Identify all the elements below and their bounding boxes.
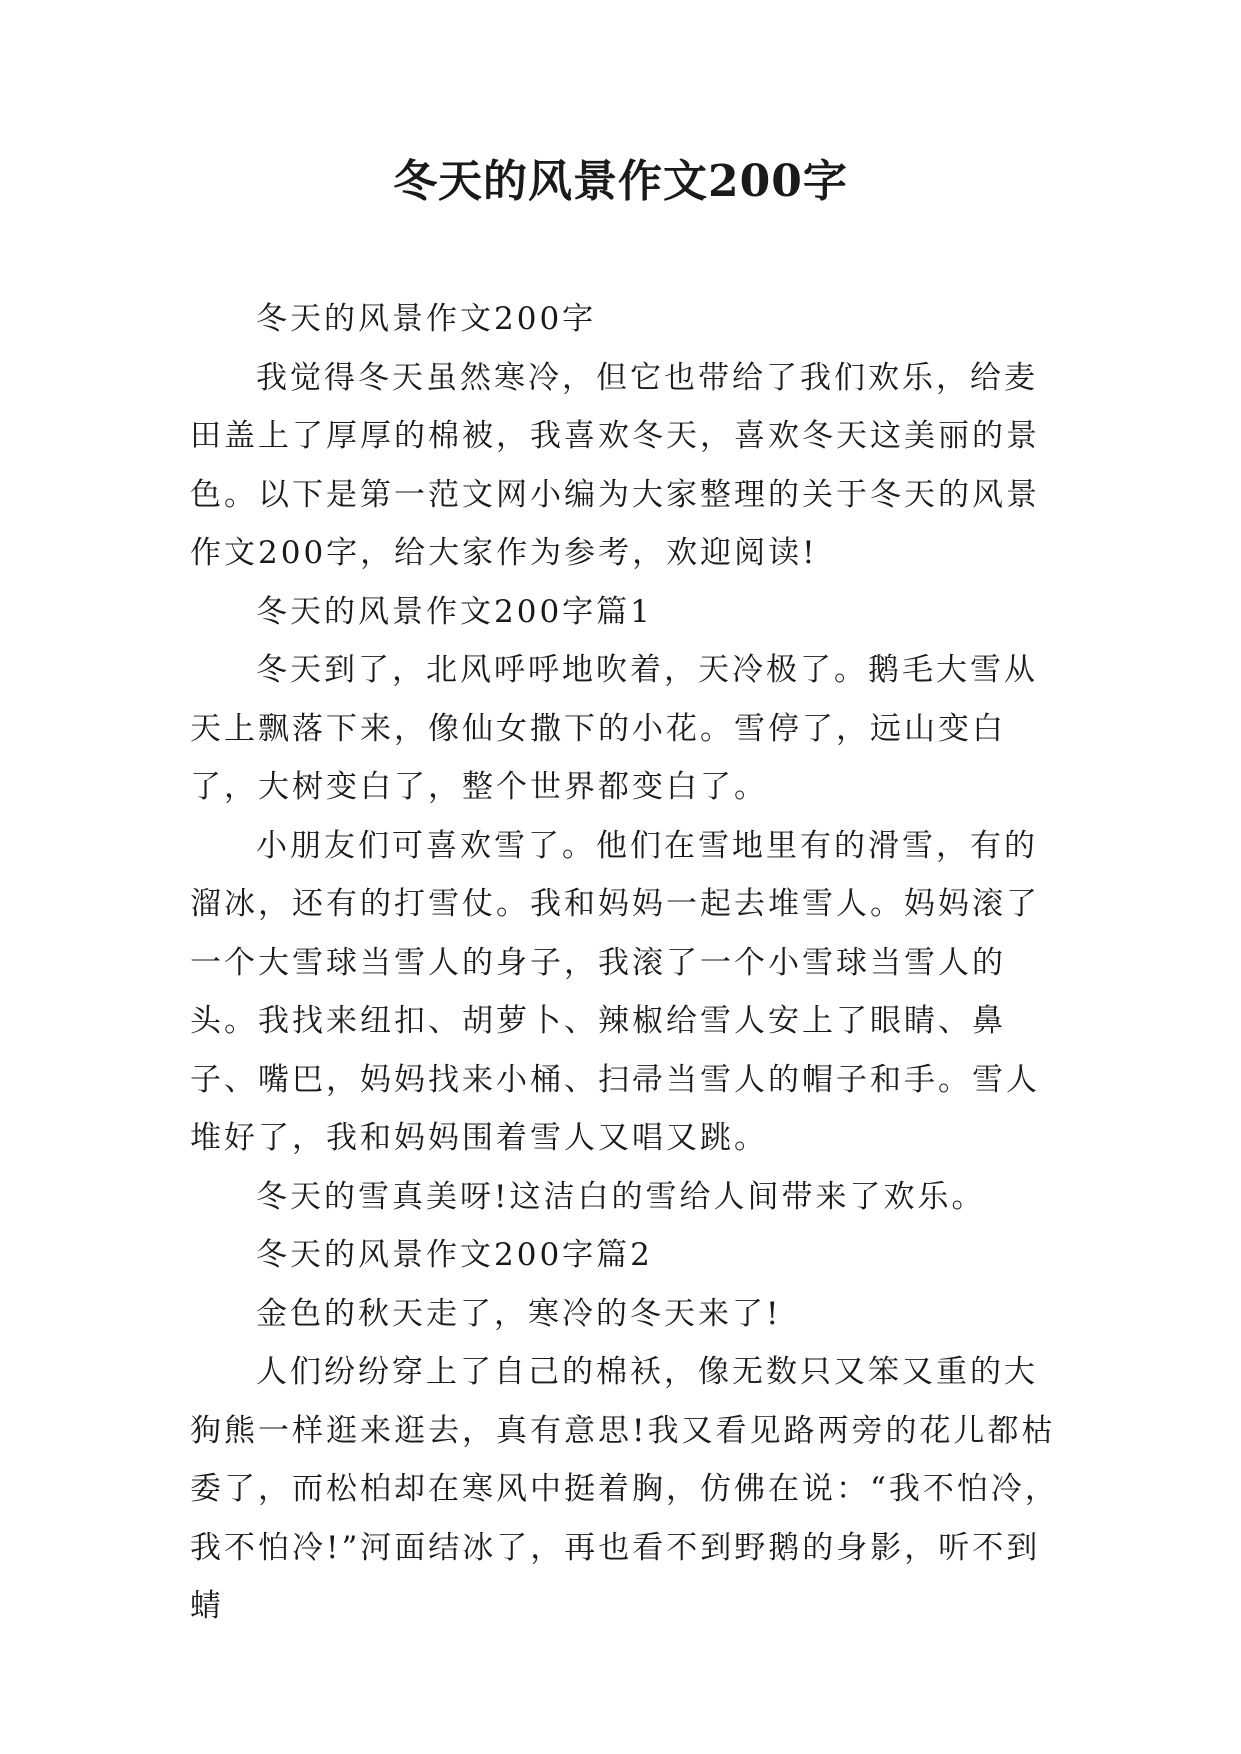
document-title: 冬天的风景作文200字 [393,156,848,207]
paragraph-heading-2: 冬天的风景作文200字篇2 [256,1237,653,1273]
paragraph: 小朋友们可喜欢雪了。他们在雪地里有的滑雪，有的溜冰，还有的打雪仗。我和妈妈一起去堆雪人。妈妈滚了一个大雪球当雪人的身子，我滚了一个小雪球当雪人的头。我找来纽扣、胡萝卜、辣椒给雪人安上了眼睛、鼻子、嘴巴，妈妈找来小桶、扫帚当雪人的帽子和手。雪人堆好了，我和妈妈围着雪人又唱又跳。 [190,827,1040,1156]
document-body [190,290,1060,1636]
paragraph: 冬天到了，北风呼呼地吹着，天冷极了。鹅毛大雪从天上飘落下来，像仙女撒下的小花。雪停了，远山变白了，大树变白了，整个世界都变白了。 [190,652,1038,805]
paragraph: 人们纷纷穿上了自己的棉袄，像无数只又笨又重的大狗熊一样逛来逛去，真有意思!我又看见路两旁的花儿都枯委了，而松柏却在寒风中挺着胸，仿佛在说：“我不怕冷，我不怕冷!”河面结冰了，再也看不到野鹅的身影，听不到蜻 [190,1354,1059,1624]
paragraph-intro: 我觉得冬天虽然寒冷，但它也带给了我们欢乐，给麦田盖上了厚厚的棉被，我喜欢冬天，喜欢冬天这美丽的景色。以下是第一范文网小编为大家整理的关于冬天的风景作文200字，给大家作为参考，欢迎阅读! [190,359,1040,571]
paragraph: 冬天的雪真美呀!这洁白的雪给人间带来了欢乐。 [256,1178,986,1215]
paragraph-heading-1: 冬天的风景作文200字篇1 [256,593,653,630]
paragraph: 金色的秋天走了，寒冷的冬天来了! [256,1295,782,1332]
paragraph-subtitle: 冬天的风景作文200字 [256,301,597,337]
